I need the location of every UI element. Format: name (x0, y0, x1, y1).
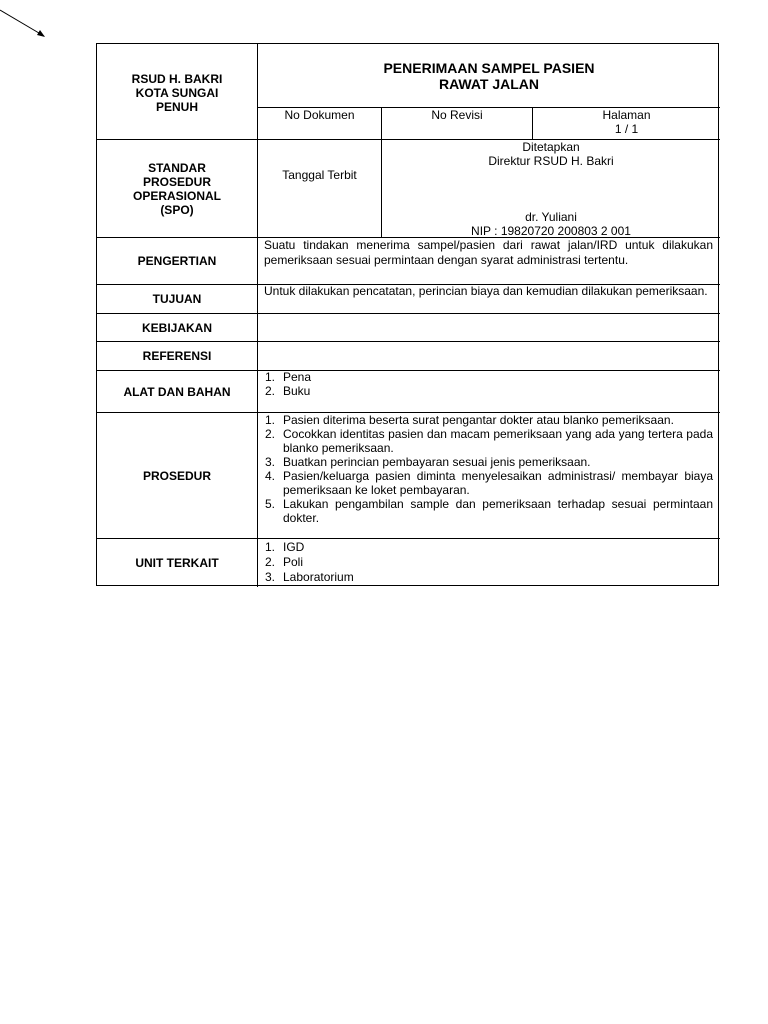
document-title (258, 60, 720, 92)
halaman-cell (533, 108, 720, 136)
halaman-label: Halaman (602, 108, 651, 122)
pengertian-text: Suatu tindakan menerima sampel/pasien dari rawat jalan/IRD untuk dilakukan pemeriksaan sesuai permintaan dengan syarat administrasi tertentu. (264, 238, 713, 267)
prosedur-list (264, 413, 713, 525)
alat-bahan-label: ALAT DAN BAHAN (123, 384, 231, 399)
tujuan-text: Untuk dilakukan pencatatan, perincian biaya dan kemudian dilakukan pemeriksaan. (264, 284, 708, 298)
prosedur-label: PROSEDUR (142, 468, 211, 483)
tujuan-label: TUJUAN (152, 292, 202, 306)
hospital-name: RSUD H. BAKRI KOTA SUNGAI PENUH (131, 71, 223, 114)
title-line-2: RAWAT JALAN (438, 76, 540, 92)
list-item: 4. Pasien/keluarga pasien diminta menyelesaikan administrasi/ membayar biaya pemeriksaan ke loket pembayaran. (265, 469, 713, 497)
list-item: 1. Pena (265, 370, 312, 384)
no-dokumen-label: No Dokumen (284, 108, 355, 122)
kebijakan-label: KEBIJAKAN (141, 320, 212, 335)
title-line-1: PENERIMAAN SAMPEL PASIEN (383, 60, 595, 76)
list-item: 5. Lakukan pengambilan sample dan pemeriksaan terhadap sesuai permintaan dokter. (265, 497, 713, 525)
unit-terkait-label: UNIT TERKAIT (135, 556, 219, 570)
list-item: 3. Buatkan perincian pembayaran sesuai jenis pemeriksaan. (265, 455, 591, 469)
referensi-label: REFERENSI (142, 349, 212, 363)
signer-name: dr. Yuliani (525, 210, 577, 224)
ditetapkan-block (382, 140, 720, 237)
direktur-title: Direktur RSUD H. Bakri (488, 154, 614, 168)
list-item: 2. Cocokkan identitas pasien dan macam pemeriksaan yang ada yang tertera pada blanko pemeriksaan. (265, 427, 713, 455)
arrow-mark (0, 0, 60, 50)
list-item: 2. Poli (265, 555, 304, 569)
list-item: 2. Buku (265, 384, 311, 398)
tanggal-terbit-label: Tanggal Terbit (282, 168, 357, 182)
alat-bahan-list (264, 370, 713, 398)
list-item: 1. Pasien diterima beserta surat pengantar dokter atau blanko pemeriksaan. (265, 413, 674, 427)
ditetapkan-label: Ditetapkan (522, 140, 580, 154)
pengertian-label: PENGERTIAN (137, 254, 217, 268)
list-item: 1. IGD (265, 540, 305, 554)
list-item: 3. Laboratorium (265, 570, 354, 584)
signer-nip: NIP : 19820720 200803 2 001 (471, 224, 631, 238)
halaman-value: 1 / 1 (614, 122, 639, 136)
spo-document-table (96, 43, 719, 586)
spo-label: STANDAR PROSEDUR OPERASIONAL (SPO) (132, 160, 221, 217)
unit-terkait-list (264, 540, 713, 585)
no-revisi-label: No Revisi (431, 108, 483, 122)
